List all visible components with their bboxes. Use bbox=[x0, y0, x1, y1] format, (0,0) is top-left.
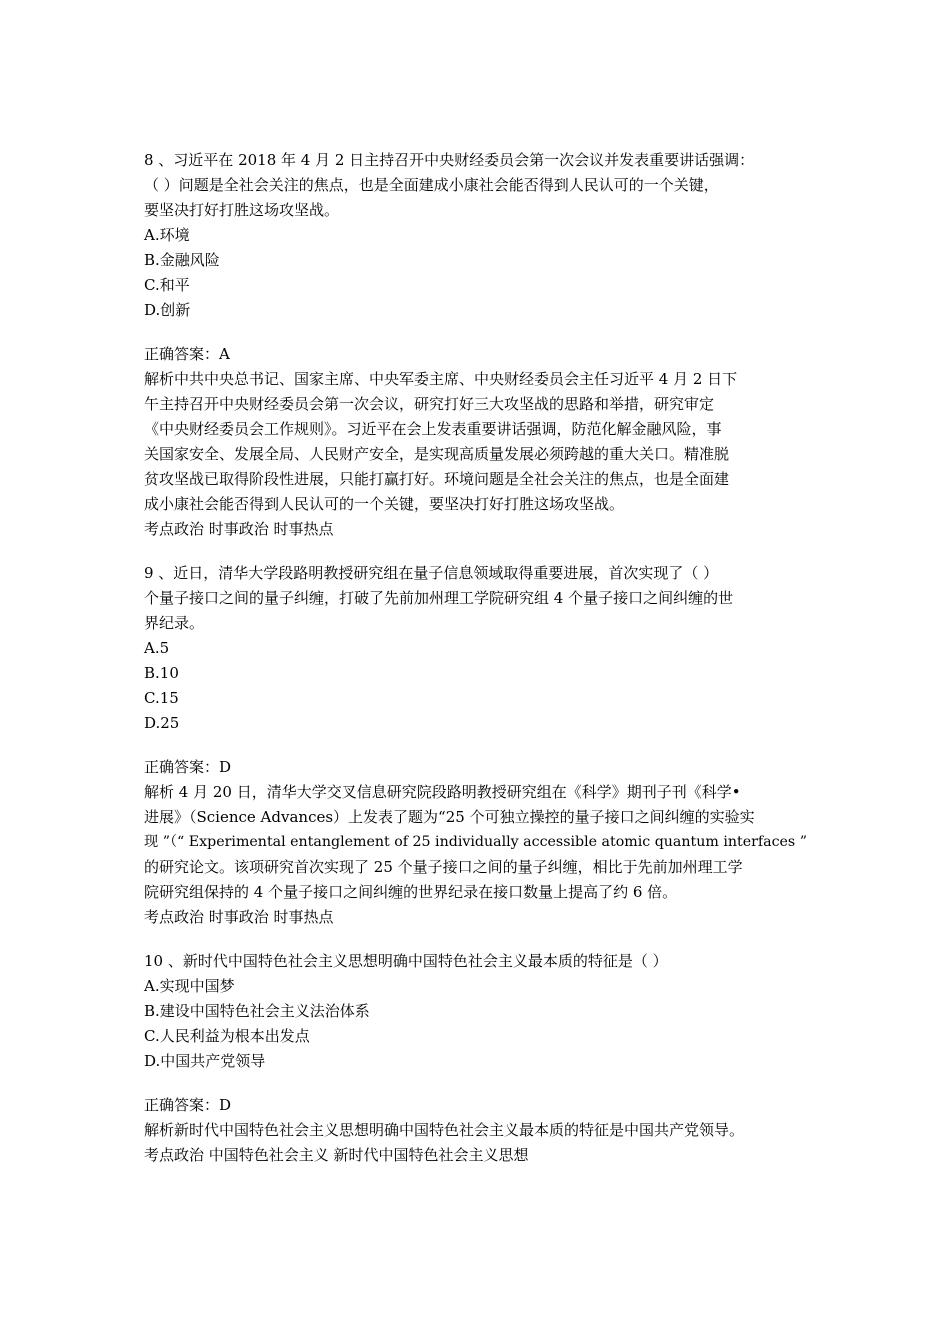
option-a: A.5 bbox=[144, 639, 170, 657]
option-a: A.实现中国梦 bbox=[144, 977, 235, 995]
analysis-line: 成小康社会能否得到人民认可的一个关键，要坚决打好打胜这场攻坚战。 bbox=[144, 495, 625, 513]
correct-answer: 正确答案：D bbox=[144, 1096, 232, 1114]
option-c: C.人民利益为根本出发点 bbox=[144, 1027, 310, 1045]
option-b: B.建设中国特色社会主义法治体系 bbox=[144, 1002, 370, 1020]
document-page bbox=[144, 148, 812, 1168]
option-c: C.15 bbox=[144, 689, 179, 707]
correct-answer: 正确答案：A bbox=[144, 345, 230, 363]
kaodian: 考点政治 时事政治 时事热点 bbox=[144, 520, 334, 538]
analysis-line: 关国家安全、发展全局、人民财产安全，是实现高质量发展必须跨越的重大关口。精准脱 bbox=[144, 445, 730, 463]
spacer bbox=[144, 323, 812, 342]
spacer bbox=[144, 1074, 812, 1093]
analysis-line: 现 ”（“ Experimental entanglement of 25 individually accessible atomic quantum interfaces ” bbox=[144, 834, 807, 850]
question-stem-line: 界纪录。 bbox=[144, 614, 205, 632]
analysis-line: 解析新时代中国特色社会主义思想明确中国特色社会主义最本质的特征是中国共产党领导。 bbox=[144, 1121, 745, 1139]
option-b: B.10 bbox=[144, 664, 179, 682]
option-a: A.环境 bbox=[144, 226, 190, 244]
analysis-line: 进展》（Science Advances）上发表了题为“25 个可独立操控的量子接口之间纠缠的实验实 bbox=[144, 808, 755, 826]
spacer bbox=[144, 736, 812, 755]
analysis-line: 解析中共中央总书记、国家主席、中央军委主席、中央财经委员会主任习近平 4 月 2 日下 bbox=[144, 370, 738, 388]
question-8 bbox=[144, 148, 812, 542]
question-stem-line: （ ）问题是全社会关注的焦点，也是全面建成小康社会能否得到人民认可的一个关键， bbox=[144, 176, 719, 194]
correct-answer: 正确答案：D bbox=[144, 758, 232, 776]
option-d: D.创新 bbox=[144, 301, 191, 319]
question-stem-line: 8 、习近平在 2018 年 4 月 2 日主持召开中央财经委员会第一次会议并发表重要讲话强调： bbox=[144, 151, 755, 169]
question-stem-line: 9 、近日，清华大学段路明教授研究组在量子信息领域取得重要进展，首次实现了（ ） bbox=[144, 564, 719, 582]
spacer bbox=[144, 542, 812, 561]
option-d: D.中国共产党领导 bbox=[144, 1052, 266, 1070]
option-d: D.25 bbox=[144, 714, 180, 732]
analysis-line: 《中央财经委员会工作规则》。习近平在会上发表重要讲话强调，防范化解金融风险，事 bbox=[144, 420, 722, 438]
option-b: B.金融风险 bbox=[144, 251, 220, 269]
analysis-line: 解析 4 月 20 日，清华大学交叉信息研究院段路明教授研究组在《科学》期刊子刊《科学• bbox=[144, 783, 741, 801]
spacer bbox=[144, 930, 812, 949]
question-stem-line: 要坚决打好打胜这场攻坚战。 bbox=[144, 201, 340, 219]
analysis-line: 院研究组保持的 4 个量子接口之间纠缠的世界纪录在接口数量上提高了约 6 倍。 bbox=[144, 883, 678, 901]
question-stem-line: 10 、新时代中国特色社会主义思想明确中国特色社会主义最本质的特征是（ ） bbox=[144, 952, 668, 970]
option-c: C.和平 bbox=[144, 276, 190, 294]
question-9 bbox=[144, 561, 812, 930]
analysis-line: 的研究论文。该项研究首次实现了 25 个量子接口之间的量子纠缠，相比于先前加州理工学 bbox=[144, 858, 743, 876]
kaodian: 考点政治 中国特色社会主义 新时代中国特色社会主义思想 bbox=[144, 1146, 529, 1164]
question-10 bbox=[144, 949, 812, 1168]
analysis-line: 贫攻坚战已取得阶段性进展，只能打赢打好。环境问题是全社会关注的焦点，也是全面建 bbox=[144, 470, 730, 488]
kaodian: 考点政治 时事政治 时事热点 bbox=[144, 908, 334, 926]
question-stem-line: 个量子接口之间的量子纠缠，打破了先前加州理工学院研究组 4 个量子接口之间纠缠的世 bbox=[144, 589, 734, 607]
analysis-line: 午主持召开中央财经委员会第一次会议，研究打好三大攻坚战的思路和举措，研究审定 bbox=[144, 395, 715, 413]
